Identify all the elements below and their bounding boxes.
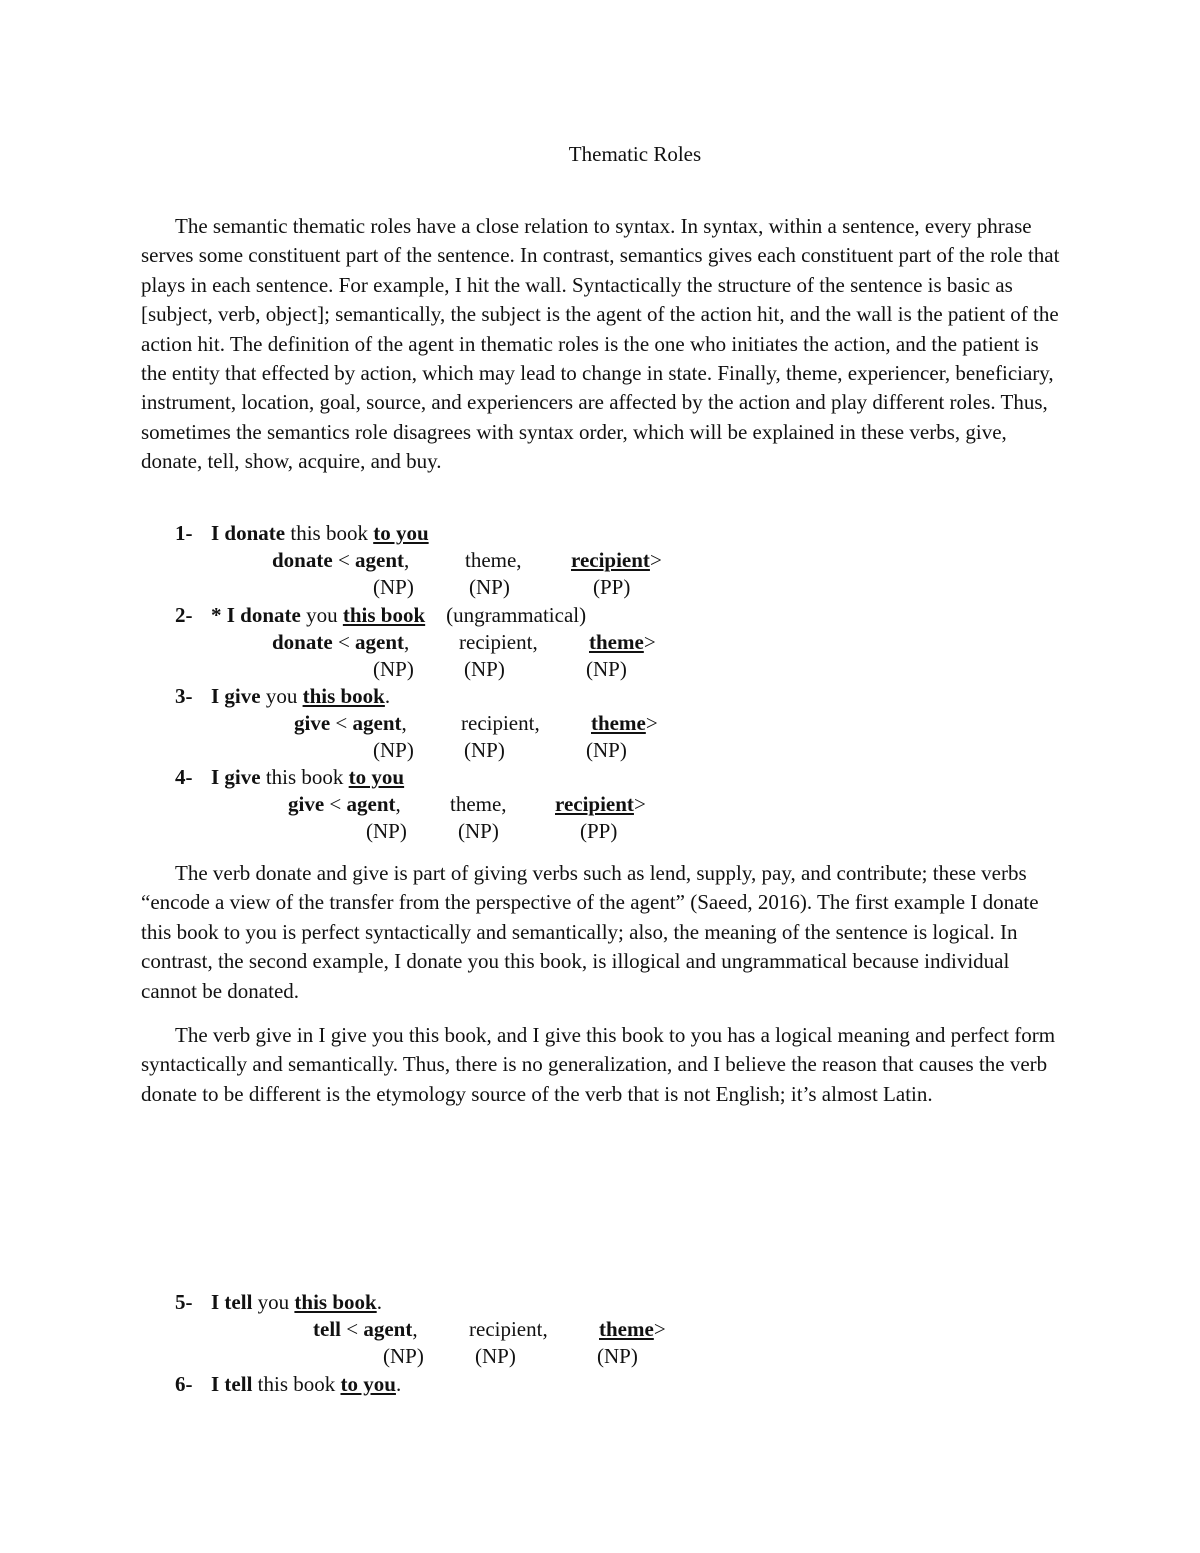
frame-verb: give < agent, xyxy=(288,792,401,816)
frame-verb: tell < agent, xyxy=(313,1317,418,1341)
example-sentence: I give you this book. xyxy=(211,684,391,708)
frame-role-3: recipient> xyxy=(571,548,662,572)
category-1: (NP) xyxy=(383,1344,424,1368)
frame-role-2: recipient, xyxy=(469,1317,548,1341)
category-2: (NP) xyxy=(464,738,505,762)
paragraph-give: The verb give in I give you this book, and I give this book to you has a logical meaning and perfect form syntactically and semantically. Thus, there is no generalization, and I believe the reason that causes the verb donate to be different is the etymology source of the verb that is not English; it’s almost Latin. xyxy=(141,1023,1056,1106)
paragraph-giving-verbs: The verb donate and give is part of giving verbs such as lend, supply, pay, and contribute; these verbs “encode a view of the transfer from the perspective of the agent” (Saeed, 2016). The first example I donate this book to you is perfect syntactically and semantically; also, the meaning of the sentence is logical. In contrast, the second example, I donate you this book, is illogical and ungrammatical because individual cannot be donated. xyxy=(141,861,1039,1003)
category-1: (NP) xyxy=(366,819,407,843)
category-1: (NP) xyxy=(373,657,414,681)
example-number: 3- xyxy=(175,684,193,708)
example-number: 1- xyxy=(175,521,193,545)
category-3: (NP) xyxy=(597,1344,638,1368)
example-number: 2- xyxy=(175,603,193,627)
example-sentence: I tell this book to you. xyxy=(211,1372,402,1396)
category-2: (NP) xyxy=(458,819,499,843)
document-title: Thematic Roles xyxy=(568,142,702,166)
frame-role-3: theme> xyxy=(591,711,658,735)
frame-role-2: theme, xyxy=(450,792,507,816)
frame-role-2: recipient, xyxy=(461,711,540,735)
frame-role-3: recipient> xyxy=(555,792,646,816)
frame-role-2: recipient, xyxy=(459,630,538,654)
category-3: (NP) xyxy=(586,657,627,681)
example-number: 4- xyxy=(175,765,193,789)
example-sentence: * I donate you this book (ungrammatical) xyxy=(211,603,587,627)
example-sentence: I tell you this book. xyxy=(211,1290,382,1314)
category-1: (NP) xyxy=(373,738,414,762)
example-number: 5- xyxy=(175,1290,193,1314)
frame-role-3: theme> xyxy=(589,630,656,654)
frame-role-3: theme> xyxy=(599,1317,666,1341)
category-2: (NP) xyxy=(464,657,505,681)
category-2: (NP) xyxy=(469,575,510,599)
example-number: 6- xyxy=(175,1372,193,1396)
example-sentence: I donate this book to you xyxy=(211,521,429,545)
category-3: (PP) xyxy=(593,575,631,599)
frame-role-2: theme, xyxy=(465,548,522,572)
paragraph-intro: The semantic thematic roles have a close relation to syntax. In syntax, within a sentence, every phrase serves some constituent part of the sentence. In contrast, semantics gives each constituent part of the role that plays in each sentence. For example, I hit the wall. Syntactically the structure of the sentence is basic as [subject, verb, object]; semantically, the subject is the agent of the action hit, and the wall is the patient of the action hit. The definition of the agent in thematic roles is the one who initiates the action, and the patient is the entity that effected by action, which may lead to change in state. Finally, theme, experiencer, beneficiary, instrument, location, goal, source, and experiencers are affected by the action and play different roles. Thus, sometimes the semantics role disagrees with syntax order, which will be explained in these verbs, give, donate, tell, show, acquire, and buy. xyxy=(141,214,1060,474)
frame-verb: donate < agent, xyxy=(272,548,410,572)
category-2: (NP) xyxy=(475,1344,516,1368)
frame-verb: donate < agent, xyxy=(272,630,410,654)
category-1: (NP) xyxy=(373,575,414,599)
example-sentence: I give this book to you xyxy=(211,765,405,789)
frame-verb: give < agent, xyxy=(294,711,407,735)
category-3: (NP) xyxy=(586,738,627,762)
category-3: (PP) xyxy=(580,819,618,843)
